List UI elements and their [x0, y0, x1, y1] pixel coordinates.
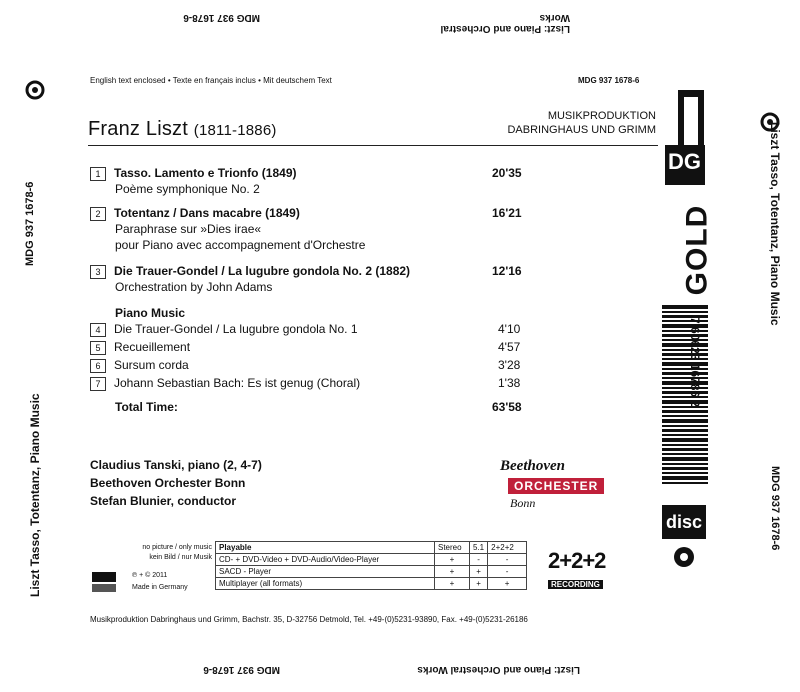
track-2-time: 16'21	[492, 206, 522, 220]
bottom-strip-title: Liszt: Piano and Orchestral Works	[417, 664, 580, 675]
right-spine-catalog: MDG 937 1678-6	[769, 466, 781, 551]
track-2: 2 Totentanz / Dans macabre (1849)	[90, 206, 300, 221]
track-1: 1 Tasso. Lamento e Trionfo (1849)	[90, 166, 296, 181]
track-2-sub2: pour Piano avec accompagnement d'Orchestre	[115, 238, 366, 252]
header-catalog: MDG 937 1678-6	[578, 76, 640, 85]
track-5: 5 Recueillement	[90, 340, 190, 355]
dolby-logo-icon	[92, 572, 116, 582]
track-7: 7 Johann Sebastian Bach: Es ist genug (Choral)	[90, 376, 360, 391]
bottom-strip-catalog: MDG 937 1678-6	[203, 664, 280, 675]
playable-note1: no picture / only music	[142, 544, 212, 551]
languages-note: English text enclosed • Texte en français inclus • Mit deutschem Text	[90, 76, 332, 85]
dg-gold-logo	[660, 85, 714, 296]
track-1-time: 20'35	[492, 166, 522, 180]
track-4: 4 Die Trauer-Gondel / La lugubre gondola No. 1	[90, 322, 358, 337]
copyright: ℗ + © 2011	[132, 572, 168, 579]
track-7-time: 1'38	[498, 376, 521, 390]
composer-name: Franz Liszt (1811-1886)	[88, 118, 277, 140]
track-6: 6 Sursum corda	[90, 358, 189, 373]
performer-1: Claudius Tanski, piano (2, 4-7)	[90, 458, 262, 472]
piano-music-heading: Piano Music	[115, 306, 186, 320]
track-3-sub: Orchestration by John Adams	[115, 280, 273, 294]
sacd-logo-icon	[25, 80, 45, 100]
sacd-disc-icon	[672, 545, 696, 569]
total-time-label: Total Time:	[115, 400, 178, 414]
recording-222-logo: 2+2+2 RECORDING	[548, 548, 606, 589]
left-spine-catalog: MDG 937 1678-6	[24, 181, 36, 266]
performer-2: Beethoven Orchester Bonn	[90, 476, 246, 490]
made-in: Made in Germany	[132, 584, 188, 591]
track-4-time: 4'10	[498, 322, 521, 336]
label-line1: MUSIKPRODUKTION	[547, 110, 656, 122]
total-time-value: 63'58	[492, 400, 522, 414]
address: Musikproduktion Dabringhaus und Grimm, Bachstr. 35, D-32756 Detmold, Tel. +49-(0)5231-93890, Fax. +49-(0)5231-26186	[90, 615, 528, 624]
track-1-sub: Poème symphonique No. 2	[115, 182, 260, 196]
header-rule	[88, 145, 658, 146]
top-strip-catalog: MDG 937 1678-6	[183, 12, 260, 23]
left-spine-title: Liszt Tasso, Totentanz, Piano Music	[28, 393, 42, 597]
beethoven-orchester-logo: Beethoven ORCHESTER Bonn	[480, 452, 630, 512]
track-6-time: 3'28	[498, 358, 521, 372]
dvd-logo-icon	[92, 584, 116, 592]
disc-logo: disc	[662, 505, 706, 539]
top-strip-title: Liszt: Piano and Orchestral Works	[440, 12, 570, 34]
playable-note2: kein Bild / nur Musik	[149, 554, 212, 561]
playable-table: Playable Stereo 5.1 2+2+2 CD- + DVD-Video + DVD-Audio/Video-Player + - - SACD - Player + + - Multiplayer (all formats) + + +	[215, 541, 527, 590]
dg-text: DG	[668, 149, 701, 174]
barcode-digits: 7 60623 16786 2	[688, 317, 702, 408]
track-5-time: 4'57	[498, 340, 521, 354]
track-2-sub1: Paraphrase sur »Dies irae«	[115, 222, 262, 236]
performer-3: Stefan Blunier, conductor	[90, 494, 237, 508]
track-3: 3 Die Trauer-Gondel / La lugubre gondola No. 2 (1882)	[90, 264, 410, 279]
gold-text: GOLD	[680, 204, 714, 296]
track-3-time: 12'16	[492, 264, 522, 278]
right-spine-title: Liszt Tasso, Totentanz, Piano Music	[768, 122, 782, 326]
label-line2: DABRINGHAUS UND GRIMM	[507, 124, 656, 136]
